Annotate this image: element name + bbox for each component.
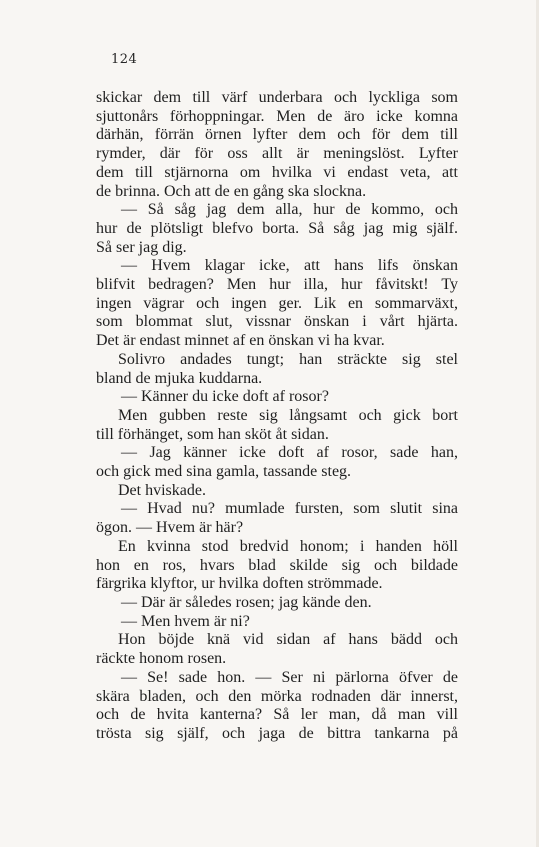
text-line: En kvinna stod bredvid honom; i handen höll — [118, 537, 458, 555]
text-line: trösta sig själf, och jaga de bittra tankarna på — [96, 724, 458, 742]
text-line: — Se! sade hon. — Ser ni pärlorna öfver de — [121, 668, 458, 686]
text-line: bland de mjuka kuddarna. — [96, 369, 263, 387]
text-line: — Jag känner icke doft af rosor, sade han, — [121, 444, 458, 462]
text-line: Hon böjde knä vid sidan af hans bädd och — [118, 631, 458, 649]
text-line: ingen vägrar och ingen ger. Lik en sommarväxt, — [96, 294, 458, 312]
text-line: därhän, förrän örnen lyfter dem och för dem till — [96, 126, 458, 144]
text-line: sjuttonårs förhoppningar. Men de äro icke komna — [96, 107, 458, 125]
text-line: ögon. — Hvem är här? — [96, 519, 244, 537]
text-line: — Känner du icke doft af rosor? — [121, 388, 329, 406]
text-line: dem till stjärnorna om hvilka vi endast veta, att — [96, 163, 458, 181]
text-line: Men gubben reste sig långsamt och gick bort — [118, 406, 458, 424]
body-text — [96, 89, 458, 744]
text-line: — Hvem klagar icke, att hans lifs önskan — [121, 257, 458, 275]
text-line: skickar dem till värf underbara och lyckliga som — [96, 89, 458, 106]
text-line: rymder, där för oss allt är meningslöst. Lyfter — [96, 145, 458, 163]
text-line: de brinna. Och att de en gång ska slockna. — [96, 182, 367, 200]
text-line: — Hvad nu? mumlade fursten, som slutit sina — [121, 500, 458, 518]
text-line: — Där är således rosen; jag kände den. — [121, 593, 372, 611]
text-line: och de hvita kanterna? Så ler man, då man vill — [96, 706, 458, 724]
text-line: till förhänget, som han sköt åt sidan. — [96, 425, 329, 443]
text-line: Det hviskade. — [118, 481, 206, 499]
text-line: — Men hvem är ni? — [121, 612, 250, 630]
text-line: räckte honom rosen. — [96, 650, 227, 668]
text-line: Det är endast minnet af en önskan vi ha kvar. — [96, 332, 385, 350]
text-line: hur de plötsligt blefvo borta. Så såg jag mig själf. — [96, 219, 458, 237]
text-line: Solivro andades tungt; han sträckte sig stel — [118, 350, 458, 368]
text-line: hon en ros, hvars blad skilde sig och bildade — [96, 556, 458, 574]
text-line: blifvit bedragen? Men hur illa, hur fåvitskt! Ty — [96, 276, 458, 294]
text-line: och gick med sina gamla, tassande steg. — [96, 463, 352, 481]
text-line: som blommat slut, vissnar önskan i vårt hjärta. — [96, 313, 458, 331]
text-line: — Så såg jag dem alla, hur de kommo, och — [121, 201, 458, 219]
page-number: 124 — [111, 52, 138, 67]
text-line: skära bladen, och den mörka rodnaden där innerst, — [96, 687, 458, 705]
text-line: färgrika klyftor, ur hvilka doften strömmade. — [96, 575, 383, 593]
text-line: Så ser jag dig. — [96, 238, 187, 256]
